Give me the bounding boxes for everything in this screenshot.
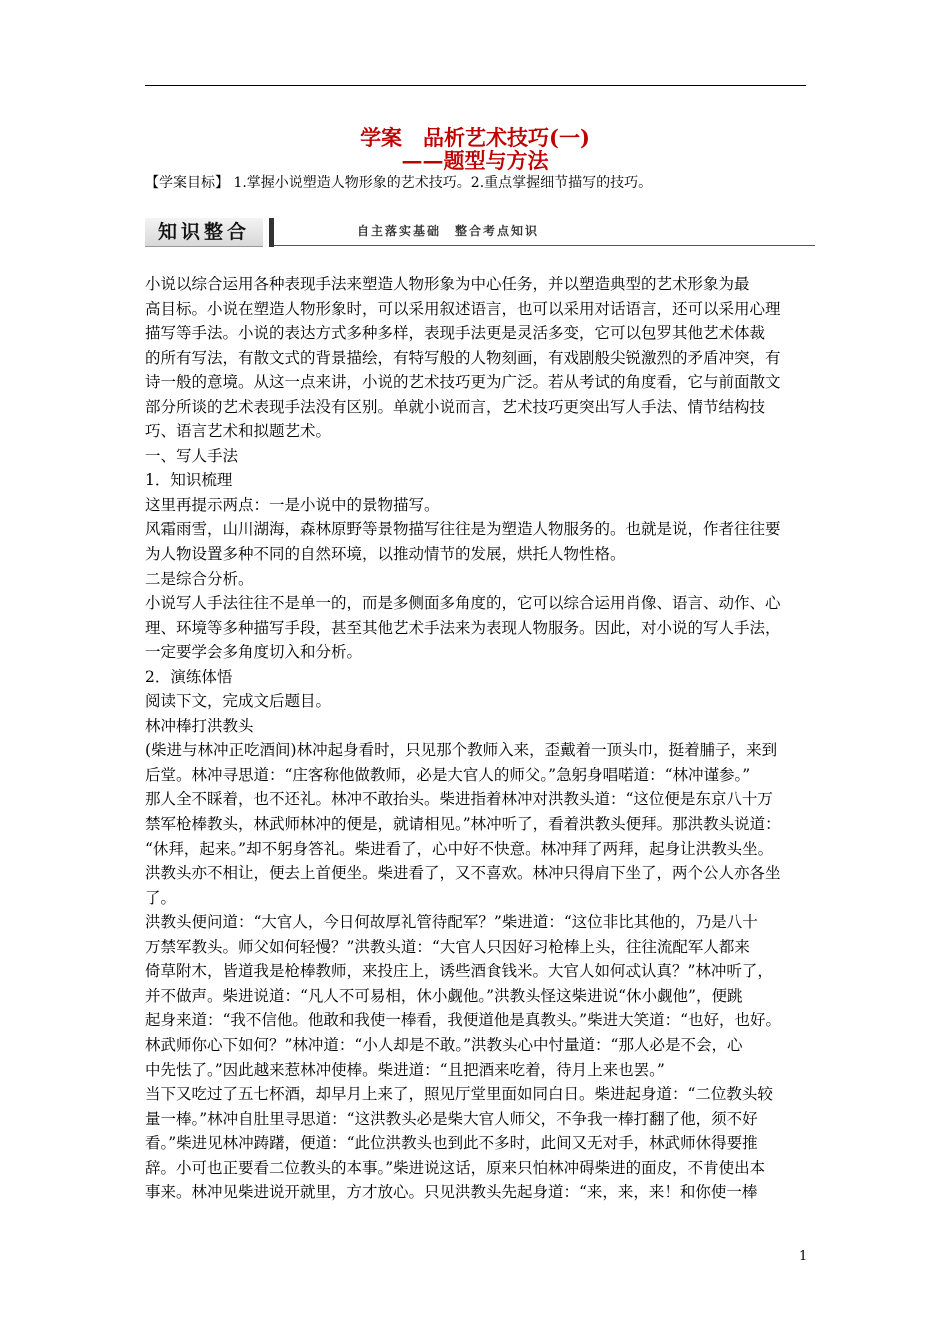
text-line: 高目标。小说在塑造人物形象时，可以采用叙述语言，也可以采用对话语言，还可以采用心理 (145, 299, 781, 318)
banner-caption: 自主落实基础 整合考点知识 (357, 224, 540, 238)
text-line: 万禁军教头。师父如何轻慢？”洪教头道：“大官人只因好习枪棒上头，往往流配军人都来 (145, 937, 750, 956)
text-line: 林武师你心下如何？”林冲道：“小人却是不敢。”洪教头心中忖量道：“那人必是不会，心 (145, 1035, 743, 1054)
banner-label: 知识整合 (145, 218, 263, 247)
text-line: 倚草附木，皆道我是枪棒教师，来投庄上，诱些酒食钱米。大官人如何忒认真？”林冲听了， (145, 962, 773, 981)
text-line: 一、写人手法 (145, 446, 239, 465)
text-line: 为人物设置多种不同的自然环境，以推动情节的发展，烘托人物性格。 (145, 545, 626, 564)
text-line: 事来。林冲见柴进说开就里，方才放心。只见洪教头先起身道：“来，来，来！和你使一棒 (145, 1183, 758, 1202)
text-line: 这里再提示两点：一是小说中的景物描写。 (145, 495, 440, 514)
text-line: 洪教头便问道：“大官人，今日何故厚礼管待配军？”柴进道：“这位非比其他的，乃是八十 (145, 913, 758, 932)
text-line: 起身来道：“我不信他。他敢和我使一棒看，我便道他是真教头。”柴进大笑道：“也好，也好。 (145, 1011, 782, 1030)
text-line: 中先怯了。”因此越来惹林冲使棒。柴进道：“且把酒来吃着，待月上来也罢。” (145, 1060, 665, 1079)
text-line: “休拜，起来。”却不躬身答礼。柴进看了，心中好不快意。林冲拜了两拜，起身让洪教头坐。 (145, 839, 774, 858)
header-rule (145, 85, 806, 86)
text-line: 二是综合分析。 (145, 569, 254, 588)
text-line: 理、环境等多种描写手段，甚至其他艺术手法来为表现人物服务。因此，对小说的写人手法， (145, 618, 781, 637)
text-line: 的所有写法，有散文式的背景描绘，有特写般的人物刻画，有戏剧般尖锐激烈的矛盾冲突，有 (145, 348, 781, 367)
text-line: 一定要学会多角度切入和分析。 (145, 643, 363, 662)
text-line: 巧、语言艺术和拟题艺术。 (145, 422, 332, 441)
text-line: 了。 (145, 888, 177, 907)
text-line: 诗一般的意境。从这一点来讲，小说的艺术技巧更为广泛。若从考试的角度看，它与前面散文 (145, 373, 781, 392)
section-banner (145, 214, 815, 250)
text-line: 林冲棒打洪教头 (145, 716, 254, 735)
text-line: 小说以综合运用各种表现手法来塑造人物形象为中心任务，并以塑造典型的艺术形象为最 (145, 275, 750, 293)
document-subtitle: ——题型与方法 (401, 148, 549, 173)
text-line: 描写等手法。小说的表达方式多种多样，表现手法更是灵活多变，它可以包罗其他艺术体裁 (145, 324, 766, 343)
text-line: (柴进与林冲正吃酒间)林冲起身看时，只见那个教师入来，歪戴着一顶头巾，挺着脯子，来到 (145, 741, 778, 760)
text-line: 辞。小可也正要看二位教头的本事。”柴进说这话，原来只怕林冲碍柴进的面皮，不肯使出本 (145, 1158, 766, 1177)
page-number: 1 (799, 1249, 808, 1264)
banner-underline (274, 245, 815, 246)
text-line: 量一棒。”林冲自肚里寻思道：“这洪教头必是柴大官人师父，不争我一棒打翻了他，须不好 (145, 1109, 758, 1128)
text-line: 并不做声。柴进说道：“凡人不可易相，休小觑他。”洪教头怪这柴进说“休小觑他”，便跳 (145, 986, 743, 1005)
text-line: 阅读下文，完成文后题目。 (145, 692, 332, 711)
text-line: 风霜雨雪，山川湖海，森林原野等景物描写往往是为塑造人物服务的。也就是说，作者往往要 (145, 520, 781, 539)
text-line: 2．演练体悟 (145, 667, 233, 686)
text-line: 那人全不睬着，也不还礼。林冲不敢抬头。柴进指着林冲对洪教头道：“这位便是东京八十万 (145, 790, 773, 809)
text-line: 当下又吃过了五七杯酒，却早月上来了，照见厅堂里面如同白日。柴进起身道：“二位教头较 (145, 1085, 773, 1104)
text-line: 小说写人手法往往不是单一的，而是多侧面多角度的，它可以综合运用肖像、语言、动作、心 (145, 594, 781, 613)
text-line: 洪教头亦不相让，便去上首便坐。柴进看了，又不喜欢。林冲只得肩下坐了，两个公人亦各坐 (145, 864, 781, 883)
text-line: 部分所谈的艺术表现手法没有区别。单就小说而言，艺术技巧更突出写人手法、情节结构技 (145, 397, 766, 416)
text-line: 禁军枪棒教头，林武师林冲的便是，就请相见。”林冲听了，看着洪教头便拜。那洪教头说道： (145, 815, 781, 834)
text-line: 看。”柴进见林冲踌躇，便道：“此位洪教头也到此不多时，此间又无对手，林武师休得要推 (145, 1134, 758, 1153)
banner-divider (269, 218, 274, 247)
learning-goal: 【学案目标】 1.掌握小说塑造人物形象的艺术技巧。2.重点掌握细节描写的技巧。 (145, 175, 653, 191)
body-text (145, 272, 825, 1205)
text-line: 1．知识梳理 (145, 471, 233, 490)
document-title: 学案 品析艺术技巧(一) (360, 125, 590, 150)
text-line: 后堂。林冲寻思道：“庄客称他做教师，必是大官人的师父。”急躬身唱喏道：“林冲谨参。” (145, 765, 751, 784)
